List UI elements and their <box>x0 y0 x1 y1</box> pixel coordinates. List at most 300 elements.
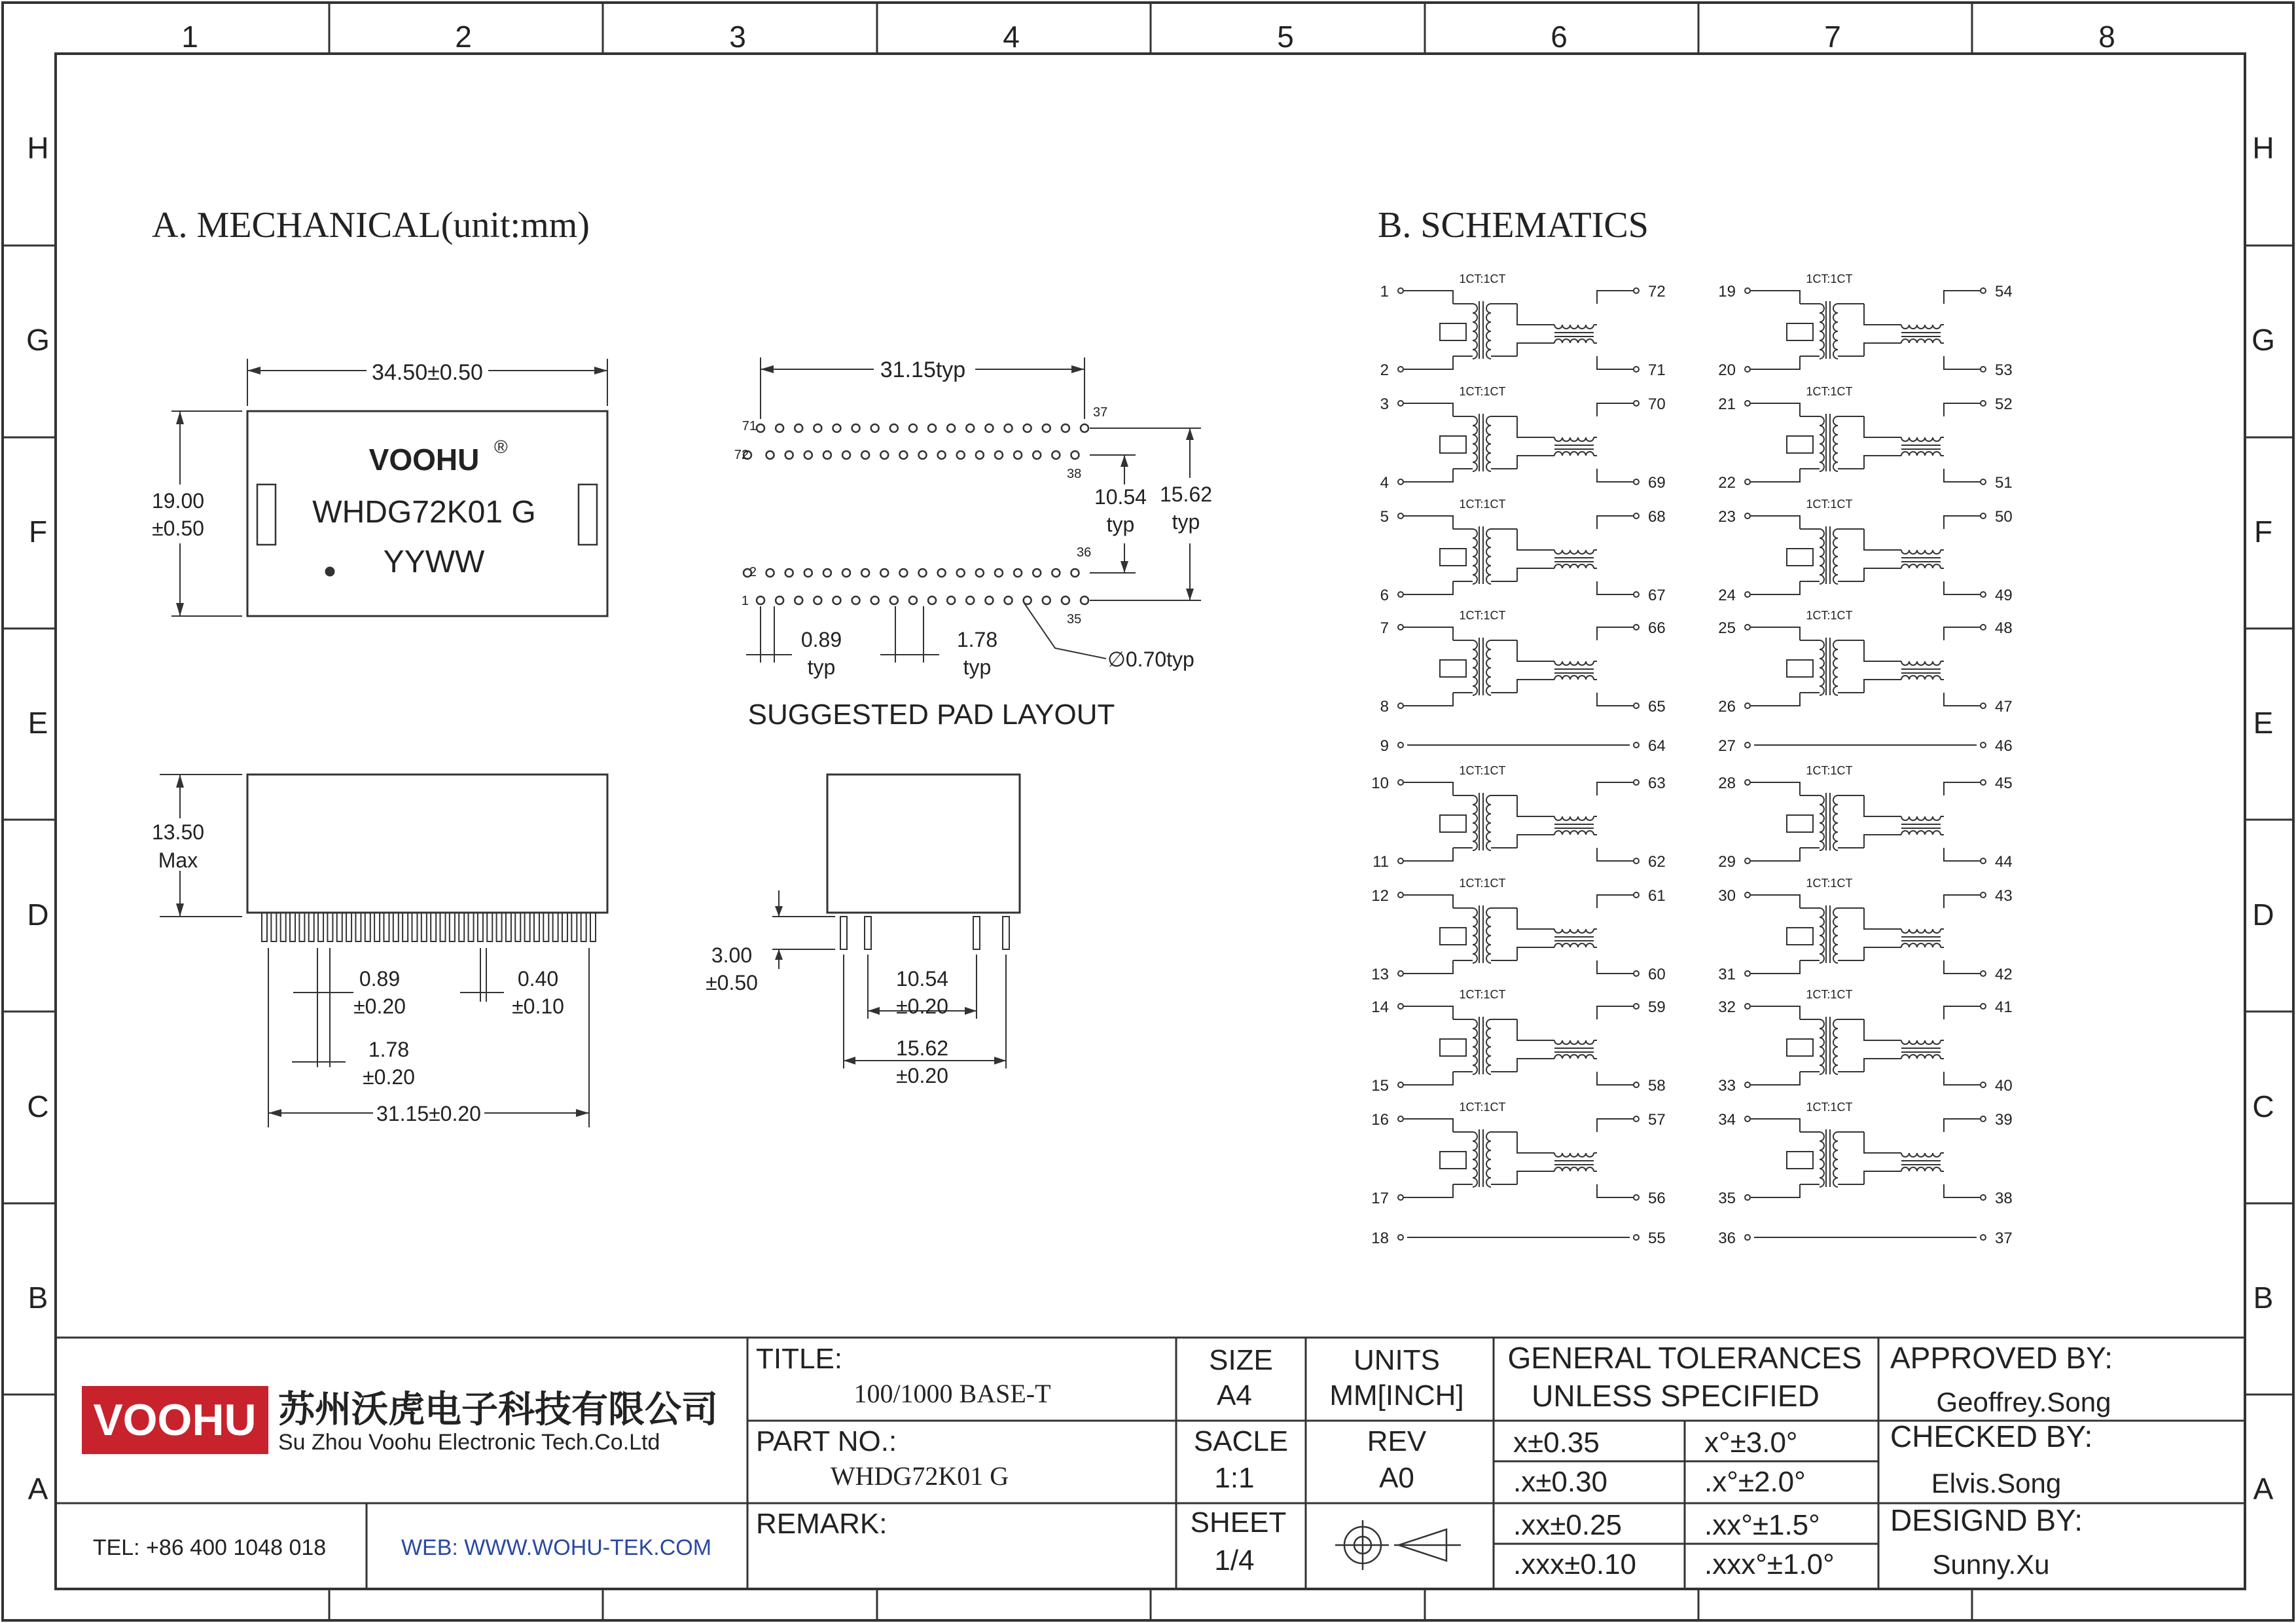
wire <box>1403 516 1453 594</box>
pad-hole <box>804 451 812 459</box>
pin-terminal <box>1745 703 1750 708</box>
wire <box>1453 304 1517 356</box>
pad-hole <box>976 569 984 577</box>
col-label: 7 <box>1824 20 1841 54</box>
pin-number: 17 <box>1371 1190 1389 1207</box>
dim-body-height: 13.50 <box>151 820 205 844</box>
pin-terminal <box>1634 367 1639 372</box>
pin-number: 47 <box>1995 698 2013 716</box>
coil <box>1486 640 1491 695</box>
choke-coil <box>1554 550 1594 568</box>
coil <box>1473 908 1477 963</box>
pin-number: 30 <box>1718 887 1736 905</box>
pad-hole <box>880 569 888 577</box>
pin-terminal <box>1634 592 1639 597</box>
dim-inner: 10.54 <box>895 967 949 991</box>
pin-number: 23 <box>1718 508 1736 526</box>
dim-row-gap: 10.54 <box>1094 485 1147 509</box>
pad-hole <box>966 424 974 432</box>
dim-outer-legs: 15.62 <box>895 1036 949 1060</box>
pad-hole <box>985 596 993 604</box>
pin-terminal <box>1398 703 1403 708</box>
tolerance-subtitle: UNLESS SPECIFIED <box>1532 1379 1820 1413</box>
pin-terminal <box>1745 625 1750 630</box>
part-marking: WHDG72K01 G <box>312 495 536 530</box>
center-tap <box>1787 1152 1813 1169</box>
size-value: A4 <box>1217 1379 1252 1412</box>
dim-pin-pitch: 1.78 <box>368 1038 410 1061</box>
side-pin <box>525 913 530 941</box>
pin-number: 32 <box>1718 998 1736 1016</box>
row-label: F <box>2253 515 2273 549</box>
pad-hole <box>899 569 907 577</box>
pin-terminal <box>1634 625 1639 630</box>
pin-terminal <box>1981 1082 1986 1087</box>
coil <box>1473 1132 1477 1187</box>
wire <box>1453 1132 1517 1184</box>
side-pin <box>497 913 502 941</box>
pad-hole <box>1005 424 1013 432</box>
dim-width: 34.50±0.50 <box>372 360 483 385</box>
registered-mark: ® <box>494 437 508 457</box>
pin-terminal <box>1398 858 1403 864</box>
pin-number: 9 <box>1380 737 1389 755</box>
pin-number: 13 <box>1371 966 1389 983</box>
schematics-title: B. SCHEMATICS <box>1378 205 1649 246</box>
pad-hole <box>842 451 850 459</box>
tolerance-value: .xx°±1.5° <box>1704 1509 1820 1541</box>
dim-pad-span: 31.15typ <box>880 357 966 382</box>
pin-number: 6 <box>1380 587 1389 604</box>
top-view <box>152 359 607 616</box>
dim-pin-pitch-tol: ±0.20 <box>363 1065 415 1089</box>
pad-hole <box>909 424 917 432</box>
wire <box>1750 1119 1800 1197</box>
wire <box>1517 908 1597 960</box>
center-tap <box>1787 323 1813 340</box>
col-label: 6 <box>1551 20 1568 54</box>
pin-number: 7 <box>1380 619 1389 637</box>
pin-label: 36 <box>1077 545 1092 560</box>
row-label: G <box>2251 323 2275 357</box>
wire <box>1944 1006 1981 1085</box>
part-value: WHDG72K01 G <box>830 1461 1009 1491</box>
pin-terminal <box>1981 401 1986 406</box>
wire <box>1800 416 1864 469</box>
pin-terminal <box>1398 401 1403 406</box>
pin-terminal <box>1398 592 1403 597</box>
wire <box>1750 895 1800 974</box>
pad-hole <box>957 569 965 577</box>
side-pin <box>403 913 408 941</box>
scale-value: 1:1 <box>1214 1462 1255 1494</box>
ratio-label: 1CT:1CT <box>1459 988 1506 1001</box>
pin-number: 5 <box>1380 508 1389 526</box>
pin-terminal <box>1634 401 1639 406</box>
pin-number: 56 <box>1648 1190 1666 1207</box>
coil <box>1820 1132 1824 1187</box>
coil <box>1820 795 1824 850</box>
pin-terminal <box>1634 742 1639 748</box>
pin-terminal <box>1745 401 1750 406</box>
pin-number: 38 <box>1995 1190 2013 1207</box>
pin-number: 60 <box>1648 966 1666 983</box>
pad-hole <box>919 451 927 459</box>
pin-number: 37 <box>1995 1230 2013 1247</box>
part-label: PART NO.: <box>756 1425 897 1457</box>
wire <box>1800 529 1864 581</box>
company-name-cn: 苏州沃虎电子科技有限公司 <box>278 1389 718 1430</box>
tolerance-value: .x°±2.0° <box>1704 1466 1806 1498</box>
ratio-label: 1CT:1CT <box>1806 609 1853 622</box>
wire <box>1403 1006 1453 1085</box>
end-view <box>706 775 1020 1087</box>
dim-inner-tol: ±0.20 <box>896 994 948 1018</box>
choke-coil <box>1554 816 1594 835</box>
row-label: F <box>28 515 48 549</box>
pin-terminal <box>1634 892 1639 898</box>
pin-number: 12 <box>1371 887 1389 905</box>
title-value: 100/1000 BASE-T <box>853 1379 1051 1408</box>
pad-hole <box>852 424 860 432</box>
pad-hole <box>823 569 831 577</box>
wire <box>1750 1006 1800 1085</box>
mechanical-title: A. MECHANICAL(unit:mm) <box>152 205 590 246</box>
pin-label: 72 <box>734 448 749 462</box>
pin-terminal <box>1981 1004 1986 1009</box>
pin-terminal <box>1634 971 1639 976</box>
pad-hole <box>785 569 793 577</box>
coil <box>1820 1019 1824 1074</box>
pin-terminal <box>1745 367 1750 372</box>
coil <box>1833 304 1838 359</box>
size-label: SIZE <box>1209 1344 1273 1376</box>
dim-leg: 3.00 <box>711 943 753 967</box>
pin-terminal <box>1745 1235 1750 1240</box>
ratio-label: 1CT:1CT <box>1459 877 1506 890</box>
pin-terminal <box>1398 1116 1403 1122</box>
pin-terminal <box>1981 703 1986 708</box>
center-tap <box>1440 1039 1466 1056</box>
coil <box>1486 908 1491 963</box>
pad-hole <box>842 569 850 577</box>
ratio-label: 1CT:1CT <box>1806 877 1853 890</box>
side-pin <box>365 913 370 941</box>
pin-terminal <box>1745 1116 1750 1122</box>
side-pin <box>515 913 520 941</box>
coil <box>1486 416 1491 471</box>
pin-number: 62 <box>1648 853 1666 871</box>
wire <box>1517 1132 1597 1184</box>
wire <box>1597 627 1634 706</box>
side-pin <box>590 913 596 941</box>
wire <box>1864 529 1944 581</box>
pin-number: 59 <box>1648 998 1666 1016</box>
center-tap <box>1440 660 1466 677</box>
pin-number: 26 <box>1718 698 1736 716</box>
pin-number: 40 <box>1995 1077 2013 1095</box>
pin-terminal <box>1634 858 1639 864</box>
coil <box>1486 1132 1491 1187</box>
center-tap <box>1787 928 1813 945</box>
side-pin <box>374 913 380 941</box>
pad-hole <box>833 596 840 604</box>
center-tap <box>1440 815 1466 832</box>
center-tap <box>1440 1152 1466 1169</box>
pin-terminal <box>1745 858 1750 864</box>
coil <box>1486 1019 1491 1074</box>
pad-hole <box>919 569 927 577</box>
web-link[interactable]: WEB: WWW.WOHU-TEK.COM <box>401 1535 712 1560</box>
side-pin <box>281 913 286 941</box>
wire <box>1403 1119 1453 1197</box>
pad-hole <box>880 451 888 459</box>
coil <box>1833 640 1838 695</box>
pin-number: 55 <box>1648 1230 1666 1247</box>
center-tap <box>1440 323 1466 340</box>
pad-hole <box>1005 596 1013 604</box>
center-tap <box>1787 436 1813 453</box>
pad-hole <box>1033 451 1041 459</box>
pin-terminal <box>1981 288 1986 293</box>
pin-number: 67 <box>1648 587 1666 604</box>
end-body <box>827 775 1020 913</box>
pad-hole <box>1024 424 1031 432</box>
pin-number: 64 <box>1648 737 1666 755</box>
coil <box>1820 529 1824 584</box>
pad-hole <box>947 596 955 604</box>
coil <box>1820 304 1824 359</box>
pin-number: 10 <box>1371 775 1389 792</box>
pin-number: 15 <box>1371 1077 1389 1095</box>
dim-row-gap-typ: typ <box>1106 513 1135 536</box>
pin-terminal <box>1398 742 1403 748</box>
ratio-label: 1CT:1CT <box>1806 272 1853 285</box>
pin-number: 8 <box>1380 698 1389 716</box>
pin-number: 35 <box>1718 1190 1736 1207</box>
pin-number: 63 <box>1648 775 1666 792</box>
title-label: TITLE: <box>756 1343 843 1375</box>
pin-label: 1 <box>741 594 749 608</box>
pad-hole <box>957 451 965 459</box>
pin-terminal <box>1634 288 1639 293</box>
pad-layout <box>734 357 1212 731</box>
row-label: C <box>2252 1089 2274 1123</box>
wire <box>1403 895 1453 974</box>
side-pin <box>262 913 267 941</box>
row-label: H <box>27 131 49 165</box>
row-label: D <box>27 898 49 932</box>
pin-terminal <box>1745 592 1750 597</box>
side-pin <box>450 913 455 941</box>
pin-number: 29 <box>1718 853 1736 871</box>
wire <box>1944 1119 1981 1197</box>
choke-coil <box>1901 816 1941 835</box>
pad-hole <box>947 424 955 432</box>
wire <box>1453 529 1517 581</box>
side-pin <box>384 913 389 941</box>
pad-hole <box>871 596 879 604</box>
choke-coil <box>1554 661 1594 680</box>
pad-hole <box>909 596 917 604</box>
coil <box>1833 416 1838 471</box>
side-view <box>152 775 607 1127</box>
row-label: B <box>2253 1281 2274 1315</box>
dim-outer-typ: typ <box>1172 510 1200 534</box>
ratio-label: 1CT:1CT <box>1459 498 1506 511</box>
wire <box>1944 627 1981 706</box>
choke-coil <box>1554 1153 1594 1171</box>
designed-value: Sunny.Xu <box>1932 1549 2050 1580</box>
tolerance-value: .xx±0.25 <box>1513 1509 1623 1541</box>
pin-label: 35 <box>1067 612 1082 627</box>
pin-terminal <box>1398 1195 1403 1200</box>
pin-terminal <box>1981 892 1986 898</box>
wire <box>1864 1132 1944 1184</box>
coil <box>1473 529 1477 584</box>
side-pin <box>309 913 314 941</box>
pad-hole <box>1081 596 1088 604</box>
coil <box>1833 529 1838 584</box>
pin-terminal <box>1634 479 1639 484</box>
pin-terminal <box>1981 1195 1986 1200</box>
pad-hole <box>852 596 860 604</box>
pad-hole <box>1071 451 1079 459</box>
pin-terminal <box>1981 1116 1986 1122</box>
side-pin <box>299 913 304 941</box>
row-label: D <box>2252 898 2274 932</box>
pad-hole <box>928 596 936 604</box>
coil <box>1473 640 1477 695</box>
pin-number: 28 <box>1718 775 1736 792</box>
pin-label: 2 <box>749 565 757 579</box>
wire <box>1403 403 1453 482</box>
pad-hole <box>766 451 774 459</box>
wire <box>1800 908 1864 960</box>
pin-terminal <box>1634 780 1639 785</box>
wire <box>1403 627 1453 706</box>
coil <box>1833 908 1838 963</box>
units-value: MM[INCH] <box>1329 1379 1464 1412</box>
pin-terminal <box>1398 288 1403 293</box>
sheet-value: 1/4 <box>1214 1544 1255 1577</box>
wire <box>1800 304 1864 356</box>
pin-terminal <box>1745 780 1750 785</box>
dim-height: 19.00 <box>151 489 205 513</box>
pin-number: 43 <box>1995 887 2013 905</box>
choke-coil <box>1554 437 1594 456</box>
pad-hole <box>766 569 774 577</box>
pad-hole <box>1014 569 1022 577</box>
coil <box>1820 416 1824 471</box>
pin-number: 27 <box>1718 737 1736 755</box>
pin-terminal <box>1745 971 1750 976</box>
pin-terminal <box>1745 513 1750 519</box>
pin-number: 39 <box>1995 1111 2013 1129</box>
projection-symbol-icon <box>1335 1520 1461 1570</box>
ratio-label: 1CT:1CT <box>1459 385 1506 398</box>
pin-terminal <box>1634 1116 1639 1122</box>
wire <box>1453 640 1517 693</box>
pin-number: 61 <box>1648 887 1666 905</box>
designed-label: DESIGND BY: <box>1890 1503 2083 1537</box>
tolerance-value: .x±0.30 <box>1513 1466 1608 1498</box>
ratio-label: 1CT:1CT <box>1806 988 1853 1001</box>
side-pin <box>562 913 567 941</box>
pad-hole <box>861 569 869 577</box>
pad-hole <box>757 596 764 604</box>
pad-hole <box>804 569 812 577</box>
pin-terminal <box>1634 1195 1639 1200</box>
wire <box>1750 782 1800 861</box>
pin-number: 69 <box>1648 474 1666 492</box>
coil <box>1833 795 1838 850</box>
wire <box>1944 403 1981 482</box>
wire <box>1597 782 1634 861</box>
units-label: UNITS <box>1354 1344 1440 1376</box>
coil <box>1473 304 1477 359</box>
pad-hole <box>1033 569 1041 577</box>
center-tap <box>1787 815 1813 832</box>
checked-label: CHECKED BY: <box>1890 1419 2093 1453</box>
coil <box>1833 1019 1838 1074</box>
wire <box>1864 795 1944 848</box>
pin-number: 71 <box>1648 361 1666 379</box>
pin-number: 53 <box>1995 361 2013 379</box>
pad-hole <box>1062 596 1069 604</box>
pin-terminal <box>1745 288 1750 293</box>
wire <box>1597 895 1634 974</box>
pad-hole <box>890 424 898 432</box>
pad-hole <box>833 424 840 432</box>
logo-text: VOOHU <box>93 1395 257 1445</box>
pin-number: 1 <box>1380 283 1389 301</box>
checked-value: Elvis.Song <box>1931 1468 2062 1499</box>
dim-pin-thickness-tol: ±0.10 <box>512 994 564 1018</box>
side-pin <box>534 913 539 941</box>
side-pin <box>346 913 351 941</box>
pin-number: 42 <box>1995 966 2013 983</box>
pad-hole <box>1062 424 1069 432</box>
rev-label: REV <box>1367 1425 1427 1457</box>
col-label: 8 <box>2098 20 2115 54</box>
wire <box>1517 529 1597 581</box>
pin-number: 68 <box>1648 508 1666 526</box>
pad-hole <box>785 451 793 459</box>
pad-hole <box>757 424 764 432</box>
pad-hole <box>861 451 869 459</box>
pad-hole <box>823 451 831 459</box>
row-label: C <box>27 1089 49 1123</box>
wire <box>1597 1006 1634 1085</box>
title-block <box>56 1338 2245 1589</box>
pin-number: 70 <box>1648 395 1666 413</box>
tolerance-value: .xxx±0.10 <box>1513 1548 1637 1580</box>
pin-terminal <box>1398 1235 1403 1240</box>
side-pin <box>422 913 427 941</box>
pin-number: 21 <box>1718 395 1736 413</box>
side-pin <box>290 913 295 941</box>
coil <box>1820 640 1824 695</box>
pin-terminal <box>1398 479 1403 484</box>
dim-leg-tol: ±0.50 <box>706 971 758 994</box>
pin-terminal <box>1398 1082 1403 1087</box>
row-label: A <box>27 1472 48 1506</box>
pad-hole <box>938 569 946 577</box>
side-body <box>247 775 607 913</box>
pin-label: 37 <box>1093 405 1108 420</box>
tel-text: TEL: +86 400 1048 018 <box>92 1535 327 1560</box>
